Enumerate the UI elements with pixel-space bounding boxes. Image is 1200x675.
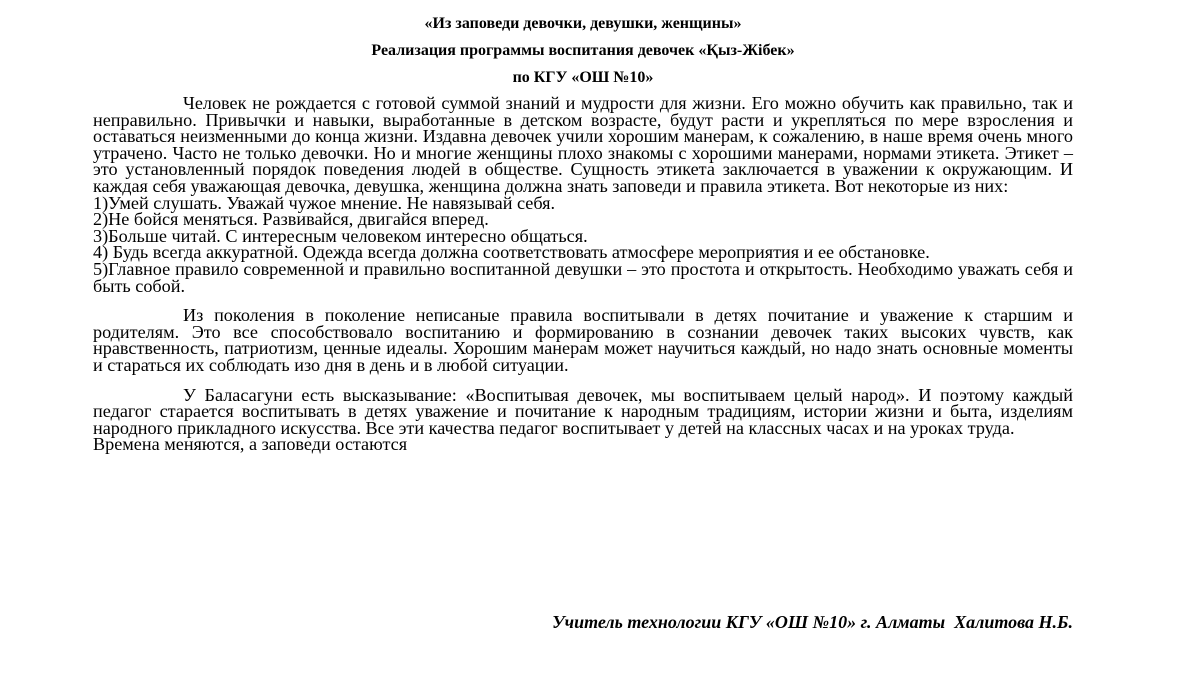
rule-item-5: 5)Главное правило современной и правильно воспитанной девушки – это простота и открытость. Необходимо уважать себя и быть собой. <box>93 258 1073 296</box>
generations-paragraph: Из поколения в поколение неписаные правила воспитывали в детях почитание и уважение к старшим и родителям. Это все способствовало воспитанию и формированию в сознании девочек таких высоких чувств, как нравственность, патриотизм, ценные идеалы. Хорошим манерам может научиться каждый, но надо знать основные моменты и стараться их соблюдать изо дня в день и в любой ситуации. <box>93 305 1073 375</box>
closing-line: Времена меняются, а заповеди остаются <box>93 434 408 455</box>
rule-item-3: 3)Больше читай. С интересным человеком интересно общаться. <box>93 225 588 246</box>
document-school: по КГУ «ОШ №10» <box>512 69 654 86</box>
document-page <box>93 14 1073 632</box>
document-title: «Из заповеди девочки, девушки, женщины» <box>424 15 742 32</box>
rule-item-1: 1)Умей слушать. Уважай чужое мнение. Не навязывай себя. <box>93 192 556 213</box>
author-signature: Учитель технологии КГУ «ОШ №10» г. Алматы Халитова Н.Б. <box>552 612 1073 632</box>
intro-paragraph: Человек не рождается с готовой суммой знаний и мудрости для жизни. Его можно обучить как правильно, так и неправильно. Привычки и навыки, выработанные в детском возрасте, будут расти и укрепляться по мере взросления и оставаться неизменными до конца жизни. Издавна девочек учили хорошим манерам, к сожалению, в наше время очень много утрачено. Часто не только девочки. Но и многие женщины плохо знакомы с хорошими манерами, нормами этикета. Этикет –это установленный порядок поведения людей в обществе. Сущность этикета заключается в уважении к окружающим. И каждая себя уважающая девочка, девушка, женщина должна знать заповеди и правила этикета. Вот некоторые из них: <box>93 93 1073 196</box>
rule-item-2: 2)Не бойся меняться. Развивайся, двигайся вперед. <box>93 209 489 230</box>
rule-item-4: 4) Будь всегда аккуратной. Одежда всегда должна соответствовать атмосфере мероприятия и ее обстановке. <box>93 242 930 263</box>
document-subtitle: Реализация программы воспитания девочек «Қыз-Жібек» <box>371 42 795 59</box>
balasaguni-paragraph: У Баласагуни есть высказывание: «Воспитывая девочек, мы воспитываем целый народ». И поэтому каждый педагог старается воспитывать в детях уважение и почитание к народным традициям, истории жизни и быта, изделиям народного прикладного искусства. Все эти качества педагог воспитывает у детей на классных часах и на уроках труда. <box>93 384 1073 438</box>
